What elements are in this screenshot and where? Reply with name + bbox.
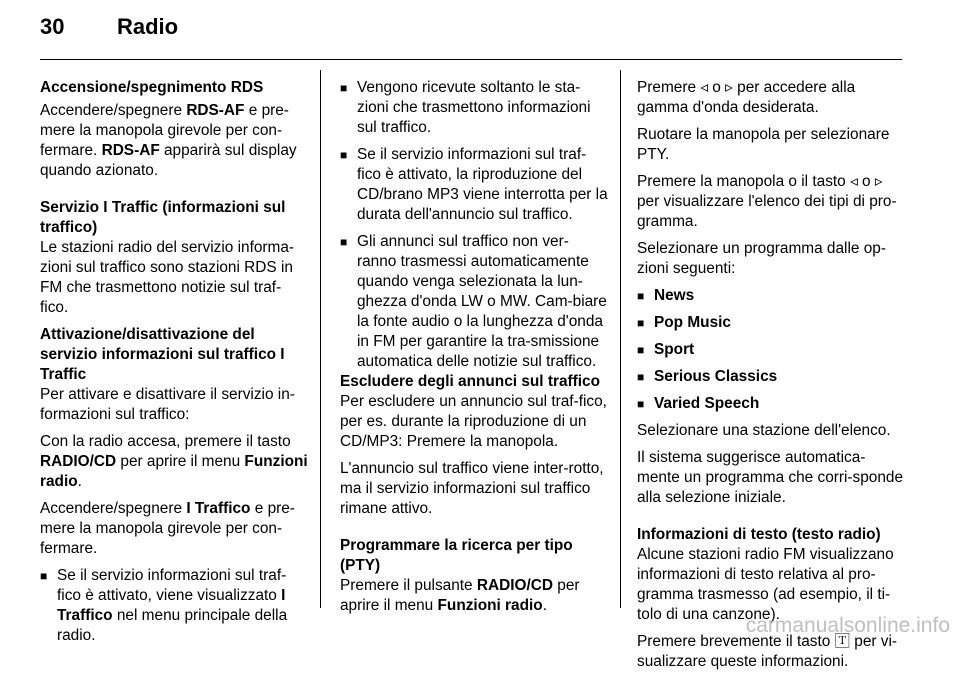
paragraph: Le stazioni radio del servizio informa-zioni sul traffico sono stazioni RDS in FM che trasmettono notizie sul traf-fico.	[40, 239, 295, 316]
paragraph: Premere la manopola o il tasto ◃ o ▹ per visualizzare l'elenco dei tipi di pro-gramma.	[637, 173, 897, 230]
section-heading-traffic: Servizio I Traffic (informazioni sul traffico)	[40, 199, 286, 236]
bullet-icon: ■	[637, 289, 645, 303]
bullet-icon: ■	[340, 148, 348, 162]
bullet-icon: ■	[40, 569, 48, 583]
paragraph: Ruotare la manopola per selezionare PTY.	[637, 126, 890, 163]
bullet-icon: ■	[340, 81, 348, 95]
column-divider-1	[320, 70, 321, 608]
list-item: ■ Se il servizio informazioni sul traf-fico è attivato, la riproduzione del CD/brano MP3 viene interrotta per la durata dell'annuncio sul traffico.	[340, 146, 608, 223]
bullet-icon: ■	[637, 370, 645, 384]
section-heading-rds: Accensione/spegnimento RDS	[40, 79, 264, 96]
program-type-varied-speech: ■ Varied Speech	[637, 395, 760, 412]
paragraph: Accendere/spegnere RDS-AF e pre-mere la manopola girevole per con-fermare. RDS-AF apparirà sul display quando azionato.	[40, 102, 297, 179]
section-heading-exclude-traffic: Escludere degli annunci sul traffico	[340, 373, 600, 390]
bullet-icon: ■	[637, 397, 645, 411]
paragraph: Con la radio accesa, premere il tasto RADIO/CD per aprire il menu Funzioni radio.	[40, 433, 308, 490]
section-heading-pty: Programmare la ricerca per tipo (PTY)	[340, 537, 573, 574]
section-heading-radio-text: Informazioni di testo (testo radio)	[637, 526, 881, 543]
paragraph: Premere brevemente il tasto 🅃 per vi-sualizzare queste informazioni.	[637, 633, 898, 670]
page-number: 30	[40, 14, 65, 39]
header-divider	[40, 59, 902, 60]
bullet-list	[40, 566, 308, 646]
watermark-text: carmanualsonline.info	[745, 614, 950, 637]
paragraph: Alcune stazioni radio FM visualizzano informazioni di testo relativa al pro-gramma trasmesso (ad esempio, il ti-tolo di una canzone).	[637, 546, 894, 623]
list-item: ■ Se il servizio informazioni sul traf-fico è attivato, viene visualizzato I Traffico nel menu principale della radio.	[40, 567, 288, 644]
bullet-icon: ■	[340, 235, 348, 249]
column-3	[637, 78, 905, 679]
bullet-icon: ■	[637, 343, 645, 357]
subsection-heading-traffic-toggle: Attivazione/disattivazione del servizio informazioni sul traffico I Traffic	[40, 326, 285, 383]
paragraph: Premere ◃ o ▹ per accedere alla gamma d'onda desiderata.	[637, 79, 856, 116]
bullet-list	[340, 78, 608, 372]
paragraph: Selezionare una stazione dell'elenco.	[637, 422, 891, 439]
page-title: Radio	[117, 14, 179, 39]
paragraph: Premere il pulsante RADIO/CD per aprire il menu Funzioni radio.	[340, 577, 580, 614]
program-type-pop-music: ■ Pop Music	[637, 314, 731, 331]
program-type-sport: ■ Sport	[637, 341, 695, 358]
column-2	[340, 78, 608, 623]
column-divider-2	[620, 70, 621, 608]
paragraph: Selezionare un programma dalle op-zioni seguenti:	[637, 240, 886, 277]
program-type-serious-classics: ■ Serious Classics	[637, 368, 778, 385]
paragraph: Accendere/spegnere I Traffico e pre-mere la manopola girevole per con-fermare.	[40, 500, 295, 557]
list-item: ■ Vengono ricevute soltanto le sta-zioni che trasmettono informazioni sul traffico.	[340, 79, 591, 136]
column-1	[40, 78, 308, 653]
paragraph: Il sistema suggerisce automatica-mente un programma che corri-sponde alla selezione iniziale.	[637, 449, 904, 506]
list-item: ■ Gli annunci sul traffico non ver-ranno trasmessi automaticamente quando venga selezionata la lun-ghezza d'onda LW o MW. Cam-biare la fonte audio o la lunghezza d'onda in FM per garantire la tra-smissione automatica delle notizie sul traffico.	[340, 233, 607, 370]
paragraph: Per attivare e disattivare il servizio in-formazioni sul traffico:	[40, 386, 295, 423]
paragraph: Per escludere un annuncio sul traf-fico, per es. durante la riproduzione di un CD/MP3: Premere la manopola.	[340, 393, 607, 450]
bullet-icon: ■	[637, 316, 645, 330]
paragraph: L'annuncio sul traffico viene inter-rotto, ma il servizio informazioni sul traffico rimane attivo.	[340, 460, 604, 517]
program-type-news: ■ News	[637, 287, 695, 304]
program-type-list	[637, 286, 905, 414]
